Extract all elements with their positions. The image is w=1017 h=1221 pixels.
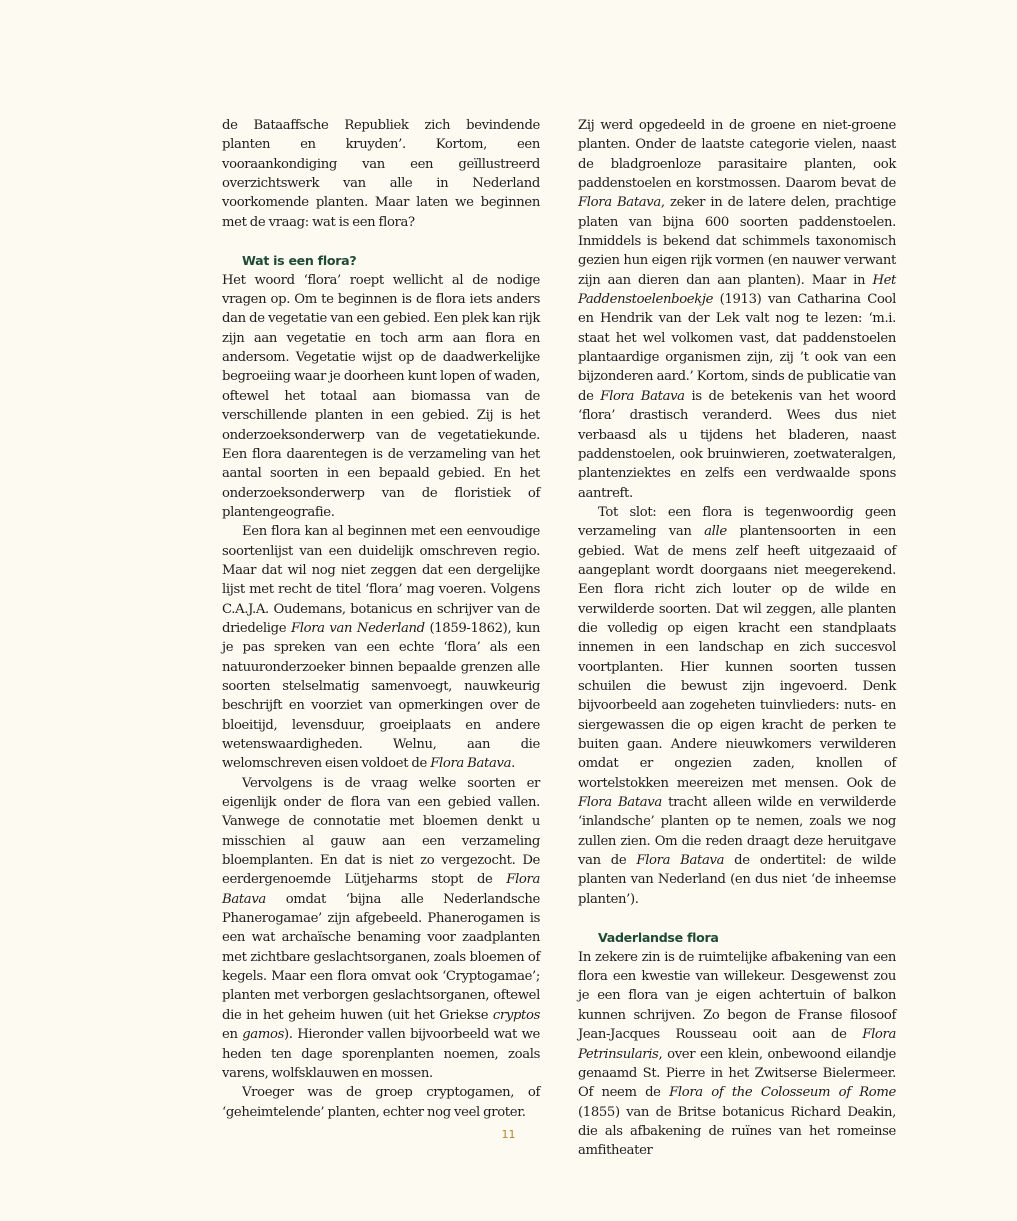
italic-term: gamos (242, 1027, 284, 1043)
italic-title: Flora Petrinsularis (578, 1027, 896, 1062)
text-run: Tot slot: een flora is tegenwoordig geen verzameling van (578, 504, 896, 540)
italic-title: Flora Batava (430, 756, 512, 772)
italic-term: cryptos (492, 1007, 540, 1023)
text-run: , over een klein, onbewoond eilandje genaamd St. Pierre in het Zwitserse Bielermeer. Of neem de (578, 1046, 896, 1101)
section-spacer (578, 909, 896, 928)
body-paragraph (222, 774, 540, 1084)
text-run: Een flora kan al beginnen met een eenvoudige soortenlijst van een duidelijk omschreven regio. Maar dat wil nog niet zeggen dat een dergelijke lijst met recht de titel ‘flora’ mag voeren. Volgens C.A.J.A. Oudemans, botanicus en schrijver van de driedelige (222, 524, 540, 636)
right-text-column (578, 116, 896, 1161)
intro-paragraph: de Bataaffsche Republiek zich bevindende planten en kruyden’. Kortom, een vooraankondiging van een geïllustreerd overzichtswerk van alle in Nederland voorkomende planten. Maar laten we beginnen met de vraag: wat is een flora? (222, 118, 540, 230)
body-paragraph (578, 503, 896, 909)
text-run: (1913) van Catharina Cool en Hendrik van der Lek valt nog te lezen: ‘m.i. staat het wel volkomen vast, dat paddenstoelen plantaardige organismen zijn, zij ’t ook van een bijzonderen aard.’ Kortom, sinds de publicatie van de (578, 292, 896, 404)
text-run: omdat ‘bijna alle Nederlandsche Phanerogamae’ zijn afgebeeld. Phanerogamen is een wat archaïsche benaming voor zaadplanten met zichtbare geslachtsorganen, zoals bloemen of kegels. Maar een flora omvat ook ‘Cryptogamae’; planten met verborgen geslachtsorganen, oftewel die in het geheim huwen (uit het Griekse (222, 891, 540, 1023)
text-run: is de betekenis van het woord ‘flora’ drastisch veranderd. Wees dus niet verbaasd als u tijdens het bladeren, naast paddenstoelen, ook bruinwieren, zoetwateralgen, plantenziektes en zelfs een verdwaalde spons aantreft. (578, 388, 896, 501)
body-paragraph (222, 522, 540, 773)
text-run: ). Hieronder vallen bijvoorbeeld wat we heden ten dage sporenplanten noemen, zoals varens, wolfsklauwen en mossen. (222, 1027, 540, 1081)
text-run: en (222, 1027, 243, 1043)
text-run: (1855) van de Britse botanicus Richard Deakin, die als afbakening de ruïnes van het romeinse amfitheater (578, 1104, 896, 1159)
section-heading-vaderlandse-flora: Vaderlandse flora (598, 930, 719, 946)
italic-title: Flora Batava (600, 388, 685, 404)
text-run: plantensoorten in een gebied. Wat de mens zelf heeft uitgezaaid of aangeplant wordt doorgaans niet meegerekend. Een flora richt zich louter op de wilde en verwilderde soorten. Dat wil zeggen, alle planten die volledig op eigen kracht een standplaats innemen in een landschap en zich succesvol voortplanten. Hier kunnen soorten tussen schuilen die bewust zijn ingevoerd. Denk bijvoorbeeld aan zogeheten tuinvlieders: nuts- en siergewassen die op eigen kracht de perken te buiten gaan. Andere nieuwkomers verwilderen omdat er ongezien zaden, knollen of wortelstokken meereizen met mensen. Ook de (578, 524, 896, 791)
page-number: 11 (501, 1128, 516, 1141)
italic-title: Het Paddenstoelenboekje (578, 272, 896, 308)
text-run: tracht alleen wilde en verwilderde ‘inlandsche’ planten op te nemen, zoals we nog zullen zien. Om die reden draagt deze heruitgave van de (578, 795, 896, 869)
text-run: . (511, 756, 515, 772)
section-spacer (222, 232, 540, 251)
body-paragraph: Vroeger was de groep cryptogamen, of ‘geheimtelende’ planten, echter nog veel groter. (222, 1085, 540, 1120)
italic-title: Flora Batava (222, 872, 540, 907)
italic-title: Flora van Nederland (290, 620, 425, 636)
left-text-column (222, 116, 540, 1122)
text-run: de ondertitel: de wilde planten van Nederland (en dus niet ‘de inheemse planten’). (578, 853, 896, 907)
section-heading-what-is-a-flora: Wat is een flora? (242, 253, 357, 269)
body-paragraph (578, 116, 896, 503)
text-run: Vervolgens is de vraag welke soorten er eigenlijk onder de flora van een gebied vallen. Vanwege de connotatie met bloemen denkt u misschien al gauw aan een verzameling bloemplanten. En dat is niet zo vergezocht. De eerdergenoemde Lütjeharms stopt de (222, 775, 540, 888)
text-run: In zekere zin is de ruimtelijke afbakening van een flora een kwestie van willekeur. Desgewenst zou je een flora van je eigen achtertuin of balkon kunnen schrijven. Zo begon de Franse filosoof Jean-Jacques Rousseau ooit aan de (578, 949, 896, 1043)
italic-title: Flora of the Colosseum of Rome (669, 1085, 896, 1101)
text-run: (1859-1862), kun je pas spreken van een echte ‘flora’ als een natuuronderzoeker binnen bepaalde grenzen alle soorten stelselmatig samenvoegt, nauwkeurig beschrijft en voorziet van opmerkingen over de bloeitijd, levensduur, groeiplaats en andere wetenswaardigheden. Welnu, aan die welomschreven eisen voldoet de (222, 620, 540, 772)
italic-title: Flora Batava (578, 195, 661, 211)
italic-title: Flora Batava (636, 853, 725, 869)
italic-emphasis: alle (704, 524, 727, 540)
italic-title: Flora Batava (578, 795, 662, 811)
body-paragraph: Het woord ‘flora’ roept wellicht al de nodige vragen op. Om te beginnen is de flora iets anders dan de vegetatie van een gebied. Een plek kan rijk zijn aan vegetatie en toch arm aan flora en andersom. Vegetatie wijst op de daadwerkelijke begroeiing waar je doorheen kunt lopen of waden, oftewel het totaal aan biomassa van de verschillende planten in een gebied. Zij is het onderzoeksonderwerp van de vegetatiekunde. Een flora daarentegen is de verzameling van het aantal soorten in een bepaald gebied. En het onderzoeksonderwerp van de floristiek of plantengeografie. (222, 272, 540, 520)
text-run: Zij werd opgedeeld in de groene en niet-groene planten. Onder de laatste categorie vielen, naast de bladgroenloze parasitaire planten, ook paddenstoelen en korstmossen. Daarom bevat de (578, 118, 896, 192)
text-run: , zeker in de latere delen, prachtige platen van bijna 600 soorten paddenstoelen. Inmiddels is bekend dat schimmels taxonomisch gezien hun eigen rijk vormen (en nauwer verwant zijn aan dieren dan aan planten). Maar in (578, 195, 896, 288)
